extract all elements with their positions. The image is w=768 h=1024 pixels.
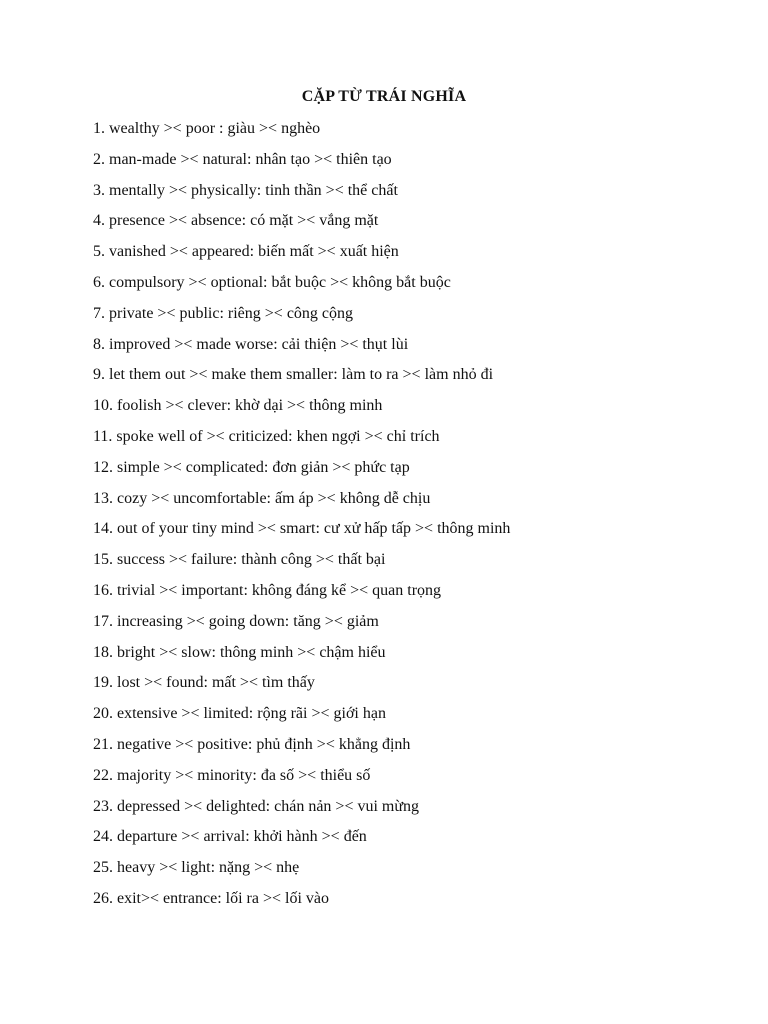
list-item: 3. mentally >< physically: tinh thần >< thể chất xyxy=(93,181,398,199)
list-item: 5. vanished >< appeared: biến mất >< xuất hiện xyxy=(93,243,399,261)
list-item: 19. lost >< found: mất >< tìm thấy xyxy=(93,674,315,692)
list-item: 13. cozy >< uncomfortable: ấm áp >< không dễ chịu xyxy=(93,489,431,507)
list-item: 26. exit>< entrance: lối ra >< lối vào xyxy=(93,889,330,907)
list-item: 2. man-made >< natural: nhân tạo >< thiên tạo xyxy=(93,150,392,168)
list-item: 23. depressed >< delighted: chán nản >< vui mừng xyxy=(93,797,420,815)
list-item: 8. improved >< made worse: cải thiện >< thụt lùi xyxy=(93,335,409,353)
list-item: 10. foolish >< clever: khờ dại >< thông minh xyxy=(93,397,383,415)
list-item: 22. majority >< minority: đa số >< thiểu số xyxy=(93,766,371,784)
list-item: 17. increasing >< going down: tăng >< giảm xyxy=(93,612,379,630)
list-item: 11. spoke well of >< criticized: khen ngợi >< chỉ trích xyxy=(93,427,440,445)
list-item: 6. compulsory >< optional: bắt buộc >< không bắt buộc xyxy=(93,273,451,291)
list-item: 18. bright >< slow: thông minh >< chậm hiểu xyxy=(93,643,386,661)
list-item: 24. departure >< arrival: khởi hành >< đến xyxy=(93,828,367,846)
list-item: 1. wealthy >< poor : giàu >< nghèo xyxy=(93,120,321,137)
list-item: 12. simple >< complicated: đơn giản >< phức tạp xyxy=(93,458,410,476)
list-item: 14. out of your tiny mind >< smart: cư xử hấp tấp >< thông minh xyxy=(93,520,511,538)
list-item: 7. private >< public: riêng >< công cộng xyxy=(93,304,354,322)
list-item: 16. trivial >< important: không đáng kể >< quan trọng xyxy=(93,581,442,599)
list-item: 21. negative >< positive: phủ định >< khẳng định xyxy=(93,735,411,753)
list-item: 9. let them out >< make them smaller: làm to ra >< làm nhỏ đi xyxy=(93,366,494,384)
list-item: 15. success >< failure: thành công >< thất bại xyxy=(93,551,386,569)
list-item: 4. presence >< absence: có mặt >< vắng mặt xyxy=(93,212,379,230)
list-item: 25. heavy >< light: nặng >< nhẹ xyxy=(93,859,300,877)
antonym-list xyxy=(93,118,510,919)
page-title: CẶP TỪ TRÁI NGHĨA xyxy=(301,88,467,105)
list-item: 20. extensive >< limited: rộng rãi >< giới hạn xyxy=(93,705,386,723)
